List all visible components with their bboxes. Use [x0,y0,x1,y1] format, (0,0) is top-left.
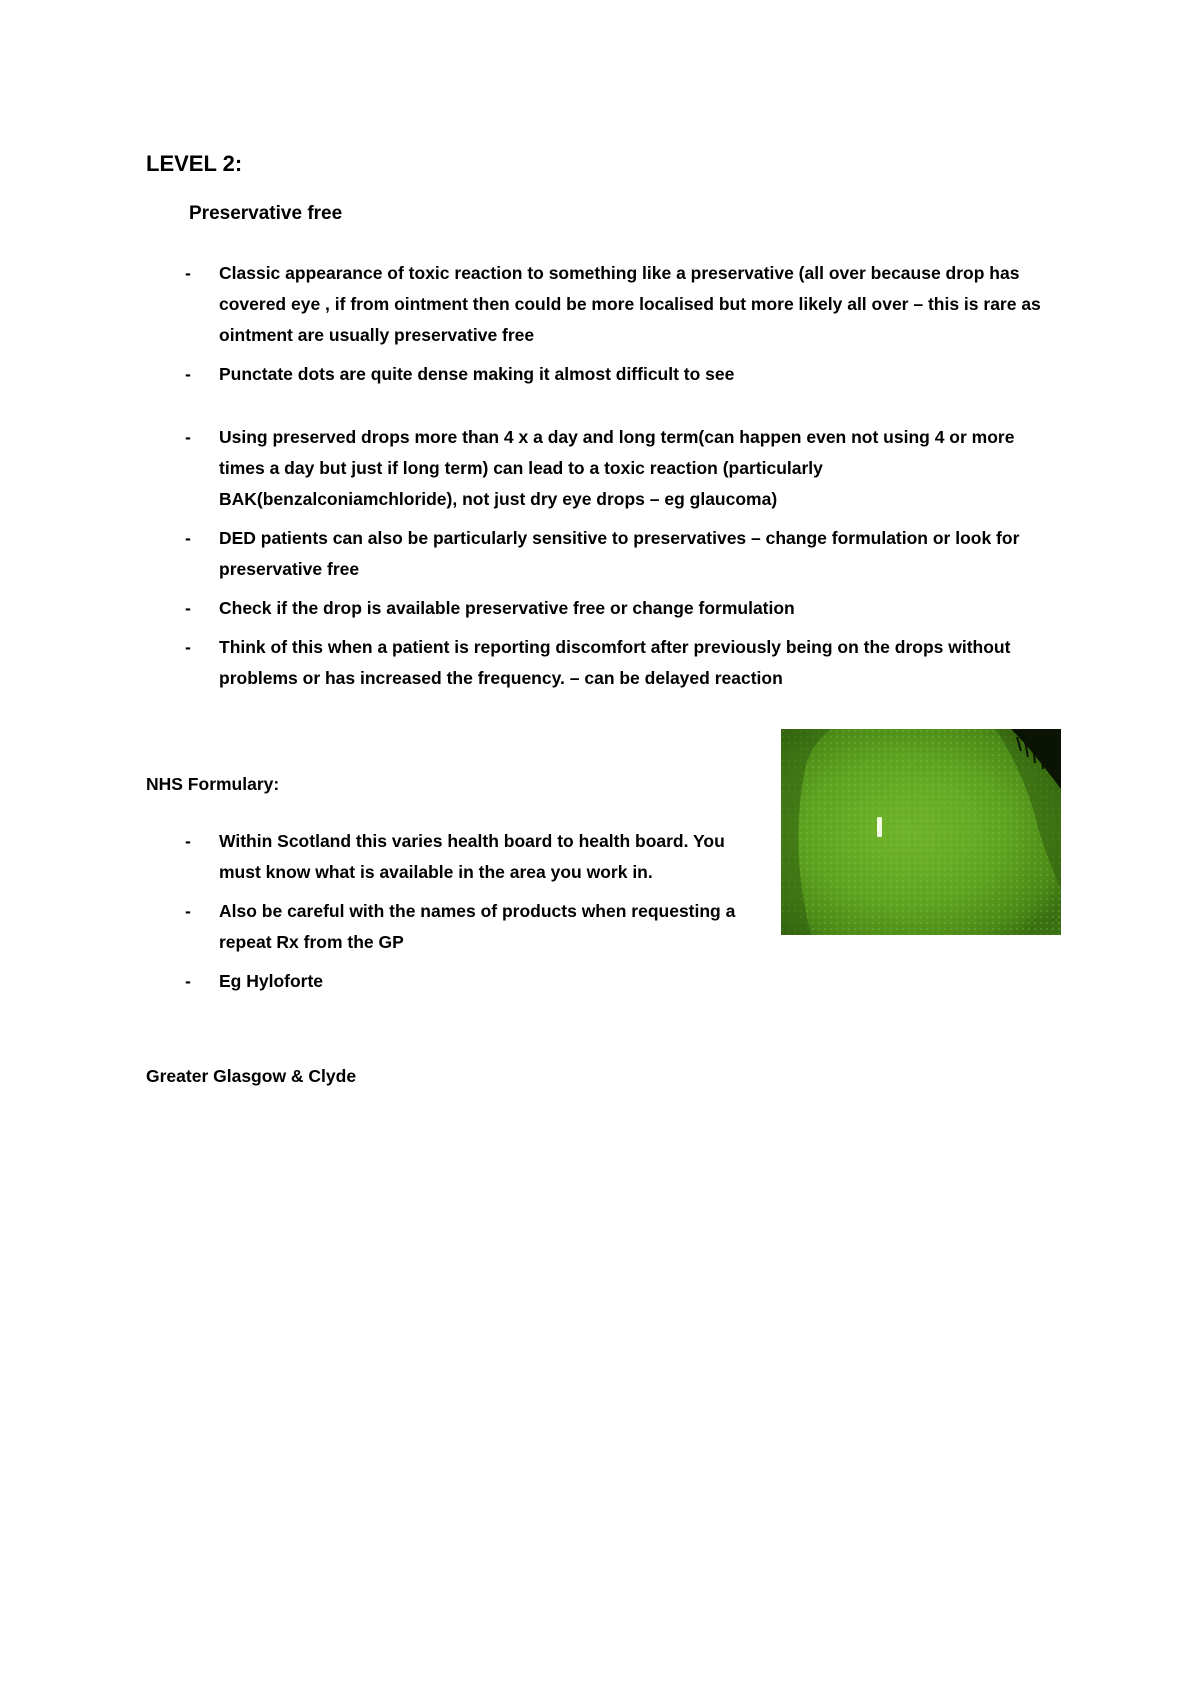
bullet-dash: - [185,831,191,851]
bullet-dash: - [185,364,191,384]
bullet-dash: - [185,598,191,618]
list-item: - Check if the drop is available preservative free or change formulation [185,593,1065,624]
health-board-label: Greater Glasgow & Clyde [146,1066,357,1086]
bullet-dash: - [185,901,191,921]
bullet-dash: - [185,971,191,991]
preservative-list-top [185,258,1065,702]
list-item: - Classic appearance of toxic reaction to something like a preservative (all over because drop has covered eye , if from ointment then could be more localised but more likely all over – this is rare as ointment are usually preservative free [185,258,1065,351]
bullet-dash: - [185,427,191,447]
list-item: - Also be careful with the names of products when requesting a repeat Rx from the GP [185,896,745,958]
list-item: - Using preserved drops more than 4 x a day and long term(can happen even not using 4 or more times a day but just if long term) can lead to a toxic reaction (particularly BAK(benzalconiamchloride), not just dry eye drops – eg glaucoma) [185,422,1065,515]
formulary-label: NHS Formulary: [146,774,280,794]
formulary-list [185,826,745,1005]
bullet-dash: - [185,263,191,283]
section-subheading: Preservative free [189,203,343,224]
list-item: - DED patients can also be particularly sensitive to preservatives – change formulation or look for preservative free [185,523,1065,585]
bullet-dash: - [185,528,191,548]
fluorescein-stained-eye-image [781,729,1061,935]
list-item: - Punctate dots are quite dense making it almost difficult to see [185,359,1065,390]
list-item: - Think of this when a patient is reporting discomfort after previously being on the drops without problems or has increased the frequency. – can be delayed reaction [185,632,1065,694]
page-heading: LEVEL 2: [146,151,243,176]
list-item: - Eg Hyloforte [185,966,745,997]
bullet-dash: - [185,637,191,657]
eye-photo-drawing [781,729,1061,935]
list-item: - Within Scotland this varies health board to health board. You must know what is available in the area you work in. [185,826,745,888]
